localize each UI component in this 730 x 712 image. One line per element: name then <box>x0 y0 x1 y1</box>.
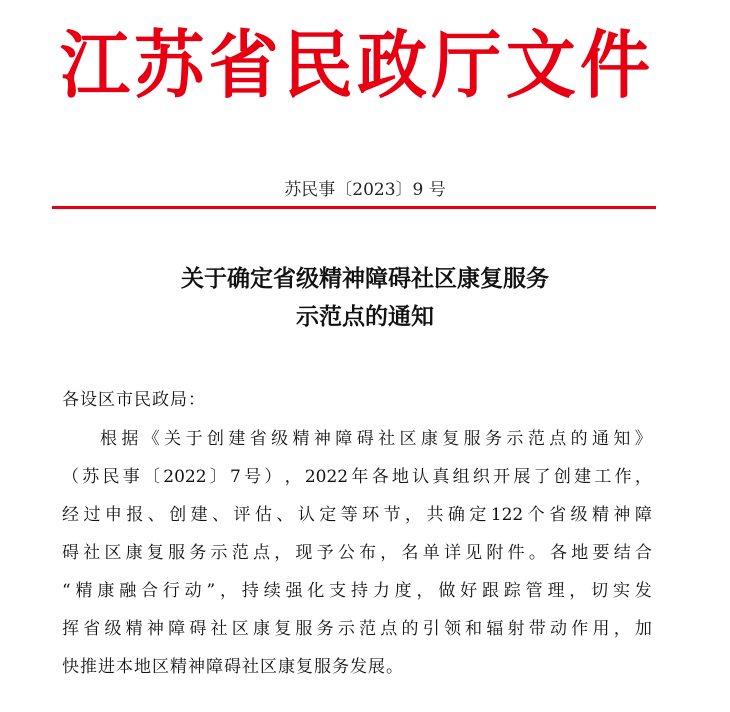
subject-line-1: 关于确定省级精神障碍社区康复服务 <box>181 265 549 292</box>
document-number: 苏民事〔2023〕9 号 <box>284 180 446 200</box>
body-line: 碍 社 区 康 复 服 务 示 范 点 ， 现 予 公 布 ， 名 单 详 见 附 件 。 各 地 要 结 合 <box>62 543 652 563</box>
body-line: 根 据 《 关 于 创 建 省 级 精 神 障 碍 社 区 康 复 服 务 示 范 点 的 通 知 》 <box>100 429 652 449</box>
header-title-char: 民 <box>282 21 353 109</box>
document-header-title <box>60 16 650 115</box>
header-title-char: 苏 <box>134 21 205 109</box>
body-line: 挥 省 级 精 神 障 碍 社 区 康 复 服 务 示 范 点 的 引 领 和 辐 射 带 动 作 用 ， 加 <box>62 619 652 639</box>
header-title-char: 厅 <box>431 21 502 109</box>
body-line: （ 苏 民 事 〔 2022 〕 7 号 ） ， 2022 年 各 地 认 真 组 织 开 展 了 创 建 工 作 ， <box>62 467 652 487</box>
subject-line-2: 示范点的通知 <box>296 303 434 330</box>
body-line: 经 过 申 报 、 创 建 、 评 估 、 认 定 等 环 节 ， 共 确 定 122 个 省 级 精 神 障 <box>62 505 652 525</box>
salutation: 各设区市民政局： <box>62 390 206 410</box>
body-paragraph <box>62 427 652 693</box>
document-subject <box>0 260 730 336</box>
header-title-char: 江 <box>60 21 130 109</box>
body-line: “ 精 康 融 合 行 动 ” ， 持 续 强 化 支 持 力 度 ， 做 好 跟 踪 管 理 ， 切 实 发 <box>62 581 652 601</box>
header-title-char: 件 <box>579 21 650 109</box>
header-title-char: 文 <box>505 21 576 109</box>
body-line: 快推进本地区精神障碍社区康复服务发展。 <box>62 657 404 677</box>
header-title-char: 省 <box>208 21 279 109</box>
header-divider-rule <box>52 206 656 209</box>
header-title-char: 政 <box>357 21 428 109</box>
